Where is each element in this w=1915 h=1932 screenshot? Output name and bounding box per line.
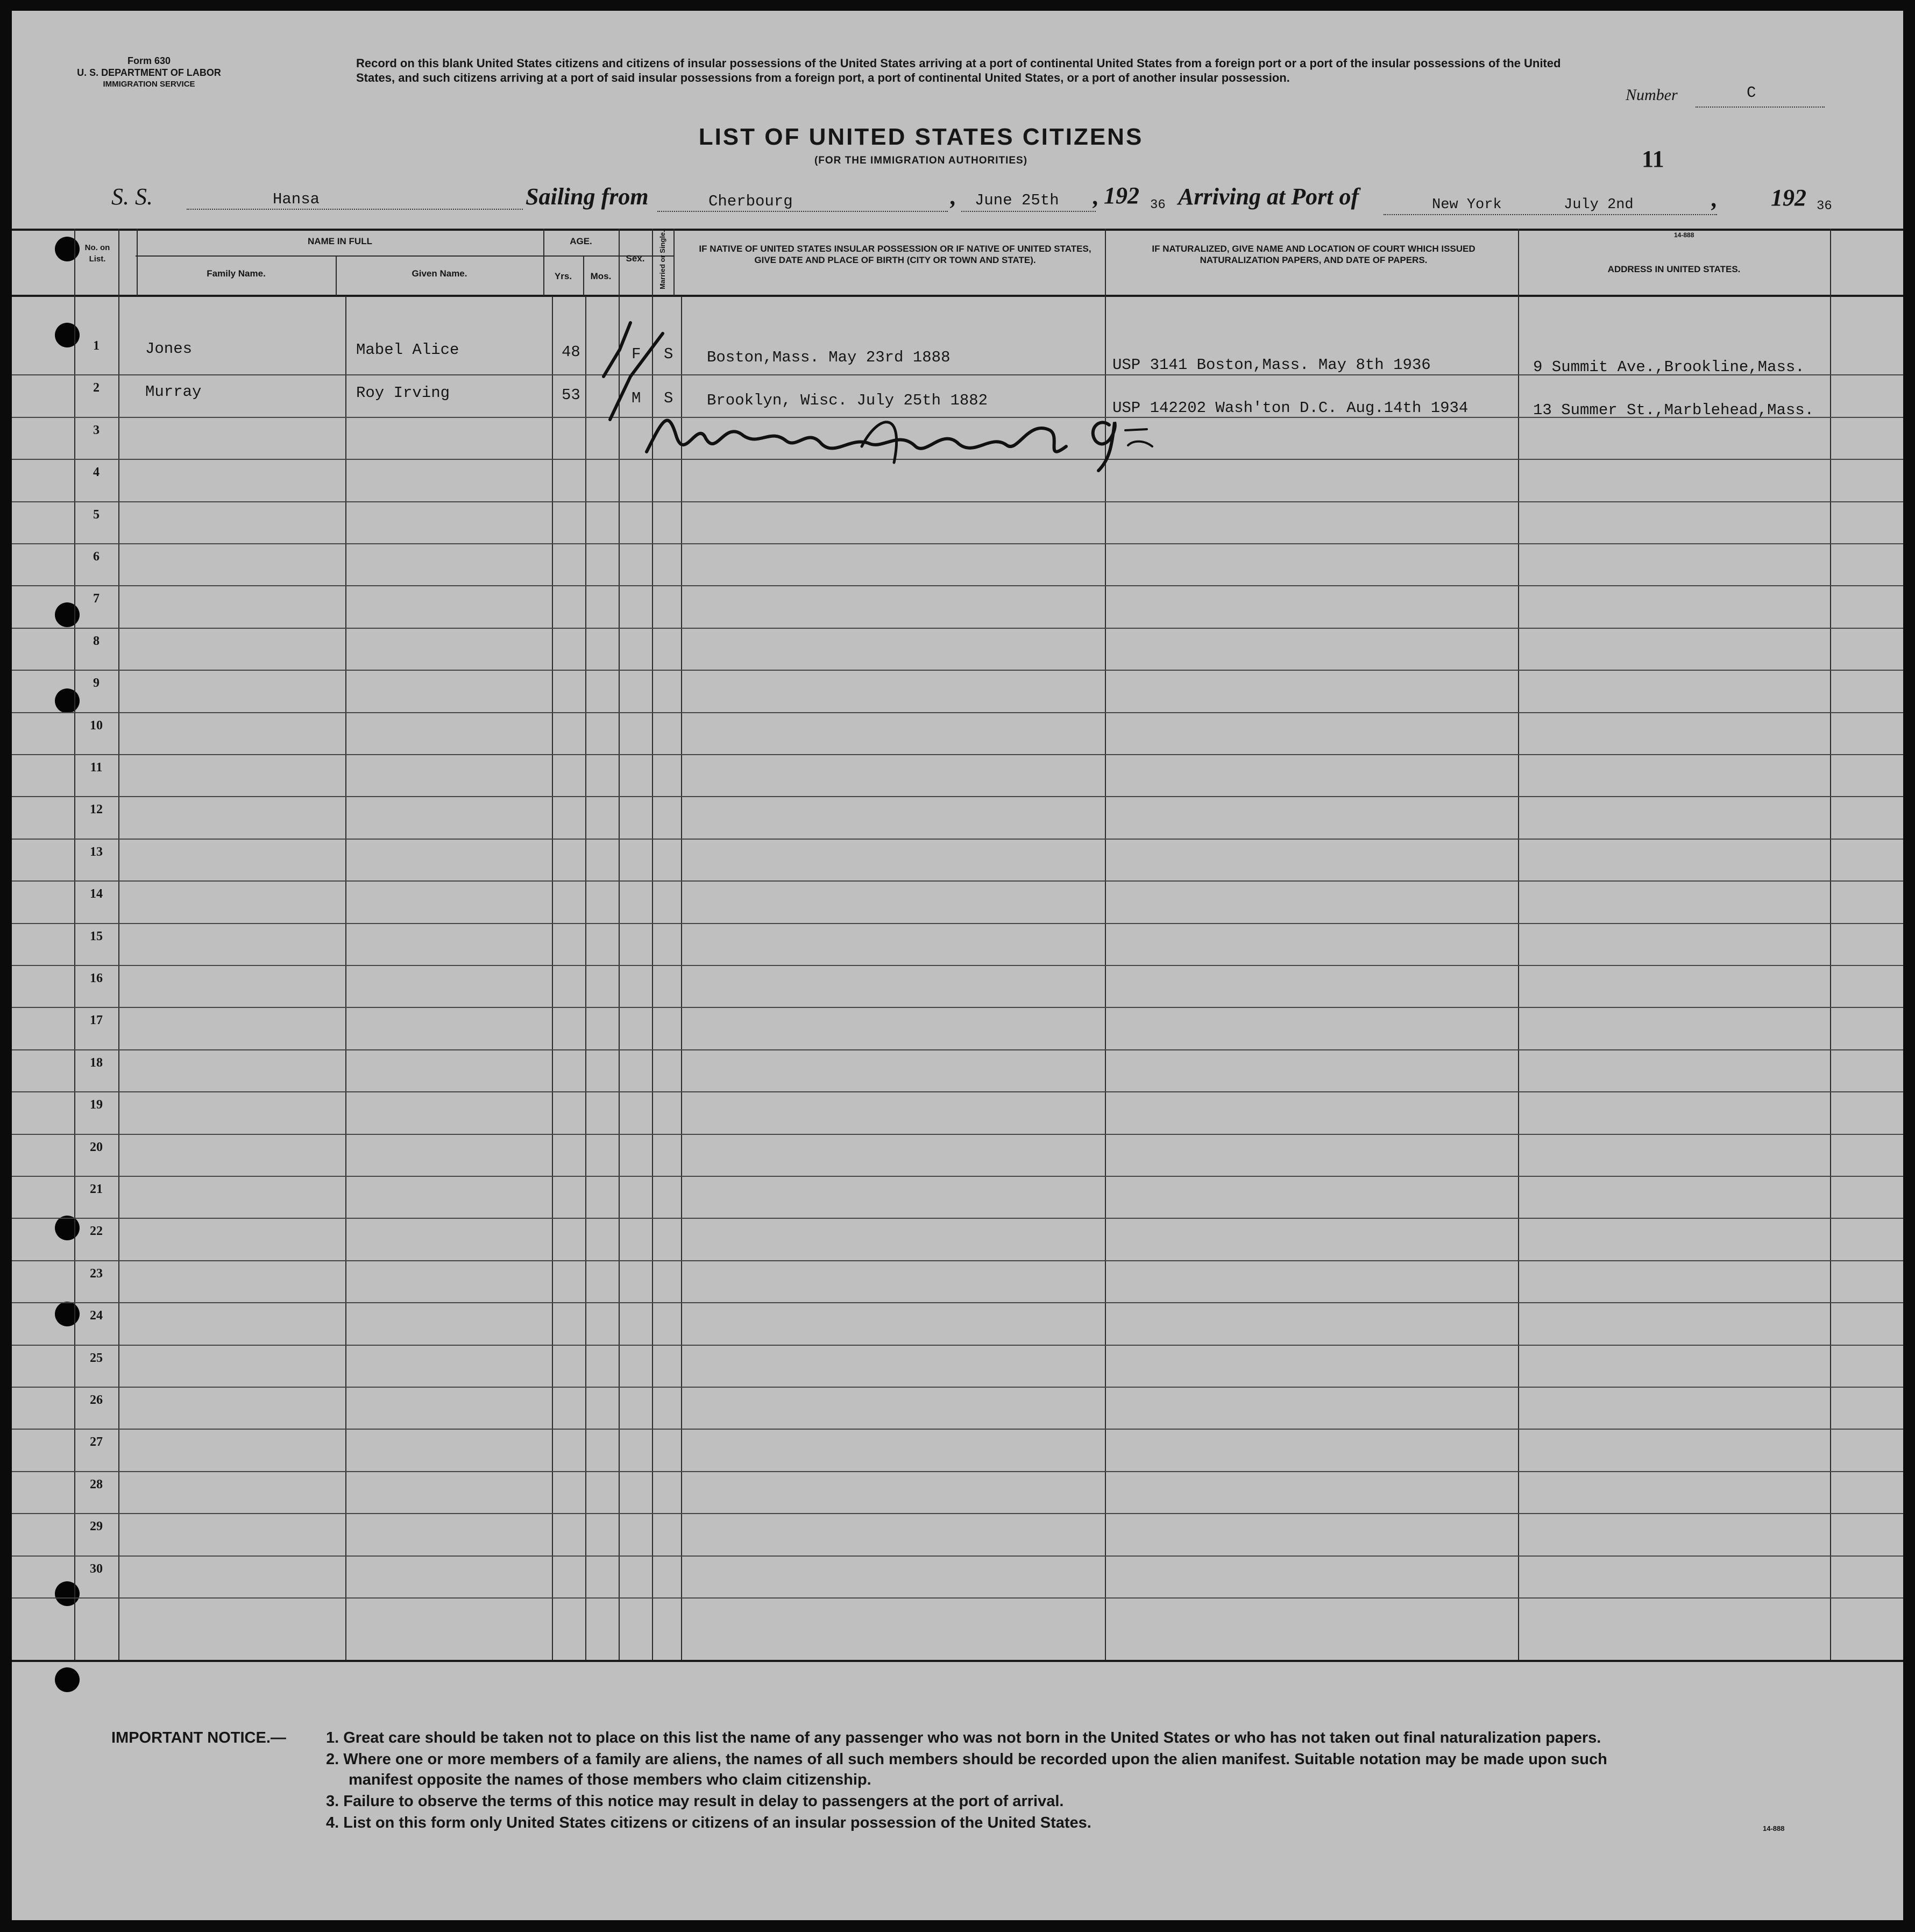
arriving-label: Arriving at Port of [1178,183,1359,210]
passenger-naturalization: USP 3141 Boston,Mass. May 8th 1936 [1112,356,1431,374]
notice-item-4: 4. List on this form only United States citizens or citizens of an insular possession of the United States. [326,1814,1091,1831]
row-rule [12,796,1903,797]
document-sheet [12,11,1903,1920]
header-family-name: Family Name. [207,268,266,279]
punch-hole [55,1216,80,1240]
row-rule [12,923,1903,924]
handwritten-marks [582,312,1185,484]
row-rule [12,965,1903,966]
comma-separator: , [1093,183,1099,210]
arrival-field-line [1384,214,1717,215]
row-number: 7 [93,592,100,606]
number-label: Number [1626,86,1678,104]
passenger-birth: Boston,Mass. May 23rd 1888 [707,349,951,366]
passenger-sex: M [632,389,641,407]
ss-label: S. S. [111,183,153,210]
header-married-single: Married or Single. [658,230,666,289]
sailing-date: June 25th [975,191,1059,209]
column-divider [1518,229,1519,1662]
row-rule [12,670,1903,671]
notice-item-3: 3. Failure to observe the terms of this notice may result in delay to passengers at the port of arrival. [326,1793,1064,1810]
row-number: 22 [90,1224,103,1238]
row-number: 18 [90,1056,103,1070]
row-rule [12,1091,1903,1092]
header-naturalized: IF NATURALIZED, GIVE NAME AND LOCATION OF COURT WHICH ISSUED NATURALIZATION PAPERS, AND DATE OF PAPERS. [1152,244,1476,265]
notice-item-2-continued: manifest opposite the names of those members who claim citizenship. [349,1771,871,1788]
sailing-label: Sailing from [526,183,649,210]
passenger-given-name: Roy Irving [356,384,450,402]
row-number: 30 [90,1562,103,1576]
table-bottom-rule [12,1660,1903,1662]
passenger-naturalization: USP 142202 Wash'ton D.C. Aug.14th 1934 [1112,399,1469,417]
row-number: 25 [90,1351,103,1365]
passenger-family-name: Murray [145,383,202,401]
column-divider [552,296,553,1662]
sailing-year-suffix: 36 [1150,198,1166,212]
row-number: 14 [90,887,103,901]
row-rule [12,1429,1903,1430]
row-rule [12,1345,1903,1346]
row-rule [12,1007,1903,1008]
row-number: 17 [90,1013,103,1027]
form-instructions: Record on this blank United States citizens and citizens of insular possessions of the United States arriving at a port of continental United States from a foreign port or a port of the insular possessions of the United States, and such citizens arriving at a port of said insular possessions from a foreign port, a port of continental United States, or a port of another insular possession. [356,56,1561,84]
row-rule [12,628,1903,629]
row-rule [12,1555,1903,1557]
row-rule [12,1260,1903,1261]
row-number: 9 [93,676,100,690]
form-title: LIST OF UNITED STATES CITIZENS [698,124,1144,150]
row-number: 21 [90,1182,103,1196]
passenger-address: 9 Summit Ave.,Brookline,Mass. [1533,358,1805,376]
punch-hole [55,688,80,713]
form-identifier [68,55,230,90]
sailing-year-prefix: 192 [1104,182,1139,209]
row-rule [12,1597,1903,1599]
row-rule [12,712,1903,713]
punch-hole [55,1581,80,1606]
form-number: Form 630 [127,55,171,66]
passenger-age-years: 53 [562,386,580,404]
header-birth: IF NATIVE OF UNITED STATES INSULAR POSSESSION OR IF NATIVE OF UNITED STATES, GIVE DATE AND PLACE OF BIRTH (CITY OR TOWN AND STATE). [699,244,1091,265]
row-rule [12,501,1903,502]
row-number: 28 [90,1478,103,1491]
notice-heading: IMPORTANT NOTICE.— [111,1729,286,1746]
printer-code: 14-888 [1674,231,1694,239]
punch-hole [55,237,80,261]
passenger-address: 13 Summer St.,Marblehead,Mass. [1533,401,1814,419]
footer-printer-code: 14-888 [1763,1824,1785,1832]
column-divider [118,229,119,1662]
row-rule [12,754,1903,755]
header-name-in-full: NAME IN FULL [308,236,372,246]
column-divider [345,296,346,1662]
row-rule [12,1471,1903,1472]
row-number: 6 [93,550,100,564]
row-rule [12,1218,1903,1219]
row-number: 27 [90,1435,103,1449]
row-number: 20 [90,1140,103,1154]
passenger-sex: F [632,345,641,363]
arrival-year-suffix: 36 [1817,199,1832,214]
form-subtitle: (FOR THE IMMIGRATION AUTHORITIES) [814,155,1028,166]
passenger-given-name: Mabel Alice [356,341,459,359]
header-given-name: Given Name. [412,268,467,279]
name-subheader-rule [136,255,673,257]
row-number: 13 [90,845,103,859]
notice-item-1: 1. Great care should be taken not to place on this list the name of any passenger who was not born in the United States or who has not taken out final naturalization papers. [326,1729,1601,1746]
header-no-on-list: No. on List. [84,243,110,264]
arrival-date: July 2nd [1564,197,1634,213]
row-rule [12,1513,1903,1514]
row-rule [12,1176,1903,1177]
row-rule [12,1134,1903,1135]
passenger-family-name: Jones [145,340,193,358]
column-divider [74,229,75,1662]
row-number: 11 [90,761,103,775]
column-divider [585,296,586,1662]
row-number: 10 [90,719,103,733]
row-rule [12,839,1903,840]
header-mos: Mos. [590,271,612,281]
number-field-line [1696,106,1825,108]
row-number: 24 [90,1309,103,1323]
column-divider [673,229,675,296]
row-number: 29 [90,1519,103,1533]
row-rule [12,585,1903,586]
service-name: IMMIGRATION SERVICE [103,80,195,89]
ship-field-line [187,209,523,210]
sailing-port: Cherbourg [708,193,793,210]
comma-separator: , [951,183,956,210]
row-number: 5 [93,508,100,522]
header-yrs: Yrs. [554,271,572,281]
arrival-port: New York [1432,197,1502,213]
row-rule [12,880,1903,882]
page-number: 11 [1642,146,1664,172]
passenger-age-years: 48 [562,343,580,361]
column-divider [681,296,682,1662]
header-address: ADDRESS IN UNITED STATES. [1607,264,1741,274]
row-number: 16 [90,971,103,985]
row-rule [12,1049,1903,1050]
punch-hole [55,323,80,347]
ship-name: Hansa [273,190,320,208]
punch-hole [55,1302,80,1326]
row-number: 8 [93,634,100,648]
department-name: U. S. DEPARTMENT OF LABOR [77,67,221,78]
passenger-marital-status: S [664,389,673,407]
row-number: 12 [90,802,103,816]
sailing-date-line [961,211,1096,212]
punch-hole [55,602,80,627]
column-divider [1830,229,1831,1662]
row-number: 2 [93,381,100,395]
row-number: 3 [93,423,100,437]
passenger-marital-status: S [664,345,673,363]
number-value: C [1747,84,1756,102]
notice-item-2: 2. Where one or more members of a family are aliens, the names of all such members should be recorded upon the alien manifest. Suitable notation may be made upon such [326,1751,1607,1768]
sailing-port-line [657,211,948,212]
row-number: 19 [90,1098,103,1112]
punch-hole [55,1667,80,1692]
row-rule [12,1387,1903,1388]
row-number: 26 [90,1393,103,1407]
header-bottom-rule [12,295,1903,297]
row-rule [12,543,1903,544]
row-number: 4 [93,465,100,479]
passenger-birth: Brooklyn, Wisc. July 25th 1882 [707,392,988,409]
comma-separator: , [1712,186,1718,212]
row-number: 15 [90,929,103,943]
row-number: 1 [93,339,100,353]
header-sex: Sex. [626,253,645,264]
arrival-year-prefix: 192 [1771,184,1806,211]
row-number: 23 [90,1267,103,1281]
row-rule [12,1302,1903,1303]
header-age: AGE. [570,236,592,246]
table-top-rule [12,229,1903,231]
